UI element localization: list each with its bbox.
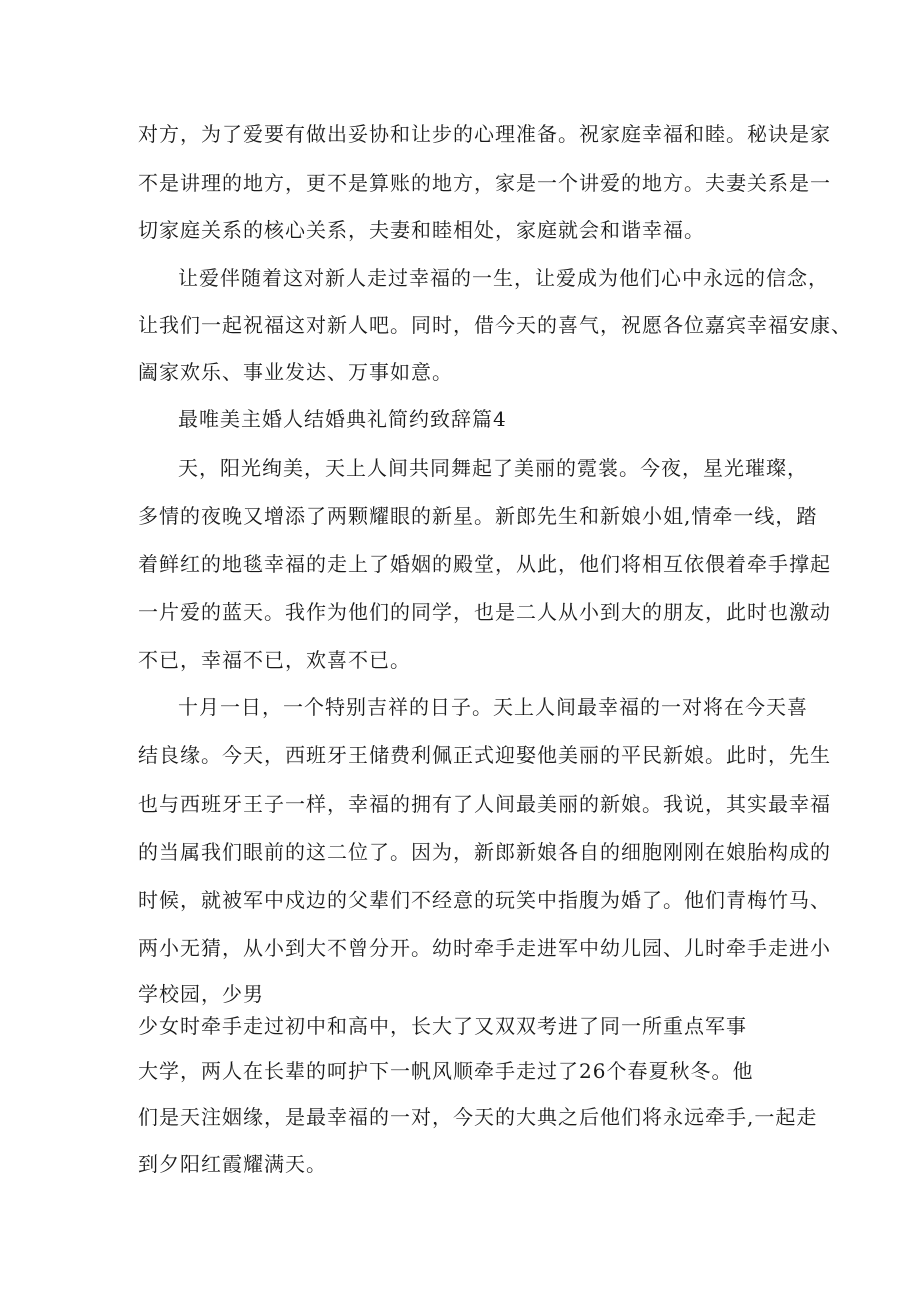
text-line: 大学，两人在长辈的呵护下一帆风顺牵手走过了26个春夏秋冬。他 xyxy=(138,1059,754,1083)
text-line: 们是天注姻缘，是最幸福的一对，今天的大典之后他们将永远牵手,一起走 xyxy=(138,1105,818,1129)
text-line: 到夕阳红霞耀满天。 xyxy=(138,1152,327,1176)
text-line: 结良缘。今天，西班牙王储费利佩正式迎娶他美丽的平民新娘。此时，先生 xyxy=(138,743,831,767)
text-line: 的当属我们眼前的这二位了。因为，新郎新娘各自的细胞刚刚在娘胎构成的 xyxy=(138,840,831,864)
text-line: 不已，幸福不已，欢喜不已。 xyxy=(138,648,411,672)
text-line: 切家庭关系的核心关系，夫妻和睦相处，家庭就会和谐幸福。 xyxy=(138,218,705,242)
text-line: 阖家欢乐、事业发达、万事如意。 xyxy=(138,360,453,384)
text-line: 让我们一起祝福这对新人吧。同时，借今天的喜气，祝愿各位嘉宾幸福安康、 xyxy=(138,313,852,337)
text-line: 着鲜红的地毯幸福的走上了婚姻的殿堂，从此，他们将相互依偎着牵手撑起 xyxy=(138,552,831,576)
text-line: 让爱伴随着这对新人走过幸福的一生，让爱成为他们心中永远的信念， xyxy=(178,266,829,290)
text-line: 学校园，少男 xyxy=(138,982,264,1006)
text-line: 天，阳光绚美，天上人间共同舞起了美丽的霓裳。今夜，星光璀璨， xyxy=(178,456,808,480)
section-heading: 最唯美主婚人结婚典礼简约致辞篇4 xyxy=(178,407,507,431)
text-line: 对方，为了爱要有做出妥协和让步的心理准备。祝家庭幸福和睦。秘诀是家 xyxy=(138,122,831,146)
text-line: 时候，就被军中戍边的父辈们不经意的玩笑中指腹为婚了。他们青梅竹马、 xyxy=(138,888,831,912)
text-line: 多情的夜晚又增添了两颗耀眼的新星。新郎先生和新娘小姐,情牵一线，踏 xyxy=(138,504,818,528)
text-line: 也与西班牙王子一样，幸福的拥有了人间最美丽的新娘。我说，其实最幸福 xyxy=(138,792,831,816)
text-line: 两小无猜，从小到大不曾分开。幼时牵手走进军中幼儿园、儿时牵手走进小 xyxy=(138,936,831,960)
text-line: 少女时牵手走过初中和高中，长大了又双双考进了同一所重点军事 xyxy=(138,1014,747,1038)
text-line: 十月一日，一个特别吉祥的日子。天上人间最幸福的一对将在今天喜 xyxy=(178,695,808,719)
text-line: 不是讲理的地方，更不是算账的地方，家是一个讲爱的地方。夫妻关系是一 xyxy=(138,171,831,195)
text-line: 一片爱的蓝天。我作为他们的同学，也是二人从小到大的朋友，此时也激动 xyxy=(138,600,831,624)
